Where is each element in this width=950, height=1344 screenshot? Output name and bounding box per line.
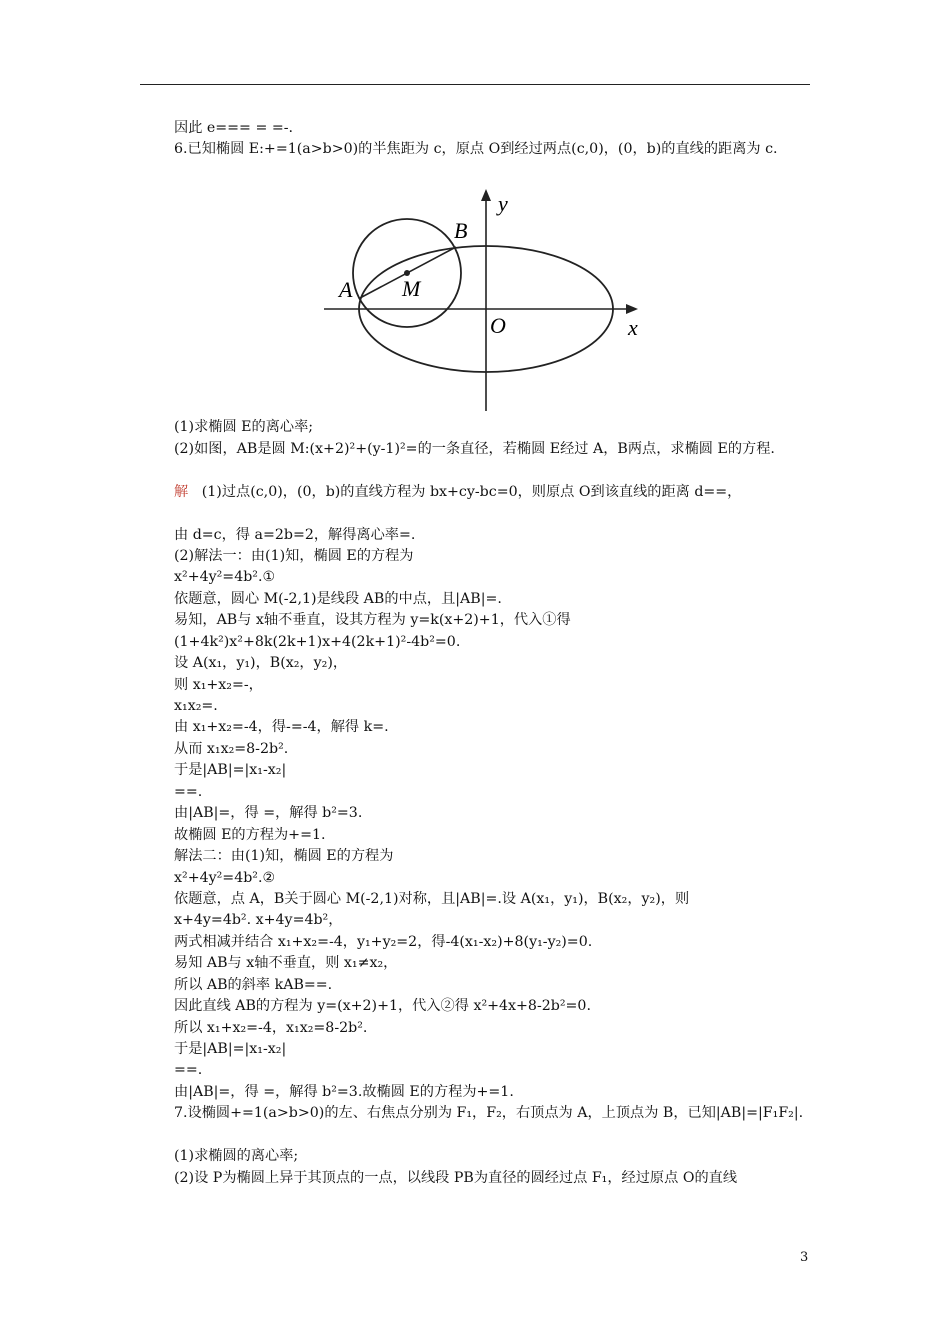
solution-line: 两式相减并结合 x₁+x₂=-4，y₁+y₂=2，得-4(x₁-x₂)+8(y₁-y₂)=0. [174, 933, 593, 950]
solution-line: 易知，AB与 x轴不垂直，设其方程为 y=k(x+2)+1，代入①得 [174, 612, 571, 629]
point-b-label: B [454, 218, 468, 244]
question-1: (1)求椭圆 E的离心率; [174, 419, 314, 436]
solution-line: ==. [174, 783, 203, 800]
solution-line: 因此直线 AB的方程为 y=(x+2)+1，代入②得 x²+4x+8-2b²=0. [174, 998, 591, 1015]
solution-line: 从而 x₁x₂=8-2b². [174, 740, 289, 757]
solution-line: x²+4y²=4b².② [174, 869, 276, 886]
solution-line: 所以 x₁+x₂=-4，x₁x₂=8-2b². [174, 1019, 368, 1036]
solution-line: 由 d=c，得 a=2b=2，解得离心率=. [174, 526, 416, 543]
solution-line: 于是|AB|=|x₁-x₂| [174, 762, 287, 779]
solution-line: 设 A(x₁，y₁)，B(x₂，y₂)， [174, 655, 348, 672]
ellipse-circle-figure [140, 185, 812, 417]
solution-line: x+4y=4b². x+4y=4b²， [174, 912, 343, 929]
question-2: (2)设 P为椭圆上异于其顶点的一点，以线段 PB为直径的圆经过点 F₁，经过原点 O的直线 [174, 1169, 738, 1186]
solution-first-part [140, 482, 812, 525]
figure-svg [320, 185, 640, 417]
solution-line: 依题意，圆心 M(-2,1)是线段 AB的中点，且|AB|=. [174, 590, 502, 607]
solution-line: (1+4k²)x²+8k(2k+1)x+4(2k+1)²-4b²=0. [174, 633, 461, 650]
y-axis-arrow [481, 189, 491, 201]
solution-line: ==. [174, 1062, 203, 1079]
solution-line: 由 x₁+x₂=-4，得-=-4，解得 k=. [174, 719, 389, 736]
solution-line: 则 x₁+x₂=-， [174, 676, 263, 693]
x-axis-label: x [628, 315, 638, 341]
solution-line: 于是|AB|=|x₁-x₂| [174, 1041, 287, 1058]
x-axis-arrow [626, 304, 638, 314]
solution-line: 解法二：由(1)知，椭圆 E的方程为 [174, 848, 394, 865]
solution-line: 易知 AB与 x轴不垂直，则 x₁≠x₂， [174, 955, 398, 972]
solution-text: (1)过点(c,0)，(0，b)的直线方程为 bx+cy-bc=0，则原点 O到该直线的距离 d==， [201, 483, 742, 500]
solution-line: (2)解法一：由(1)知，椭圆 E的方程为 [174, 547, 414, 564]
solution-line: 依题意，点 A，B关于圆心 M(-2,1)对称，且|AB|=.设 A(x₁，y₁)，B(x₂，y₂)，则 [174, 890, 690, 907]
y-axis-label: y [498, 191, 508, 217]
solution-tag: 解 [174, 483, 189, 500]
point-m-label: M [402, 276, 421, 302]
page-number: 3 [800, 1250, 809, 1265]
problem-6-statement: 6.已知椭圆 E:+=1(a>b>0)的半焦距为 c，原点 O到经过两点(c,0)，(0，b)的直线的距离为 c. [174, 141, 778, 158]
solution-line: x²+4y²=4b².① [174, 569, 276, 586]
text-line: 因此 e=== = =-. [174, 120, 294, 136]
solution-line: 由|AB|=，得 =，解得 b²=3.故椭圆 E的方程为+=1. [174, 1083, 514, 1100]
solution-line: 故椭圆 E的方程为+=1. [174, 826, 326, 843]
solution-line: 所以 AB的斜率 kAB==. [174, 976, 333, 993]
header-rule [140, 84, 810, 85]
page-content [140, 118, 812, 1189]
problem-7-statement: 7.设椭圆+=1(a>b>0)的左、右焦点分别为 F₁，F₂，右顶点为 A，上顶点为 B，已知|AB|=|F₁F₂|. [174, 1105, 804, 1122]
origin-label: O [490, 313, 506, 339]
solution-line: x₁x₂=. [174, 698, 218, 715]
question-1: (1)求椭圆的离心率; [174, 1148, 299, 1165]
solution-line: 由|AB|=，得 =，解得 b²=3. [174, 805, 363, 822]
question-2: (2)如图，AB是圆 M:(x+2)²+(y-1)²=的一条直径，若椭圆 E经过 A，B两点，求椭圆 E的方程. [174, 440, 775, 457]
point-a-label: A [339, 277, 353, 303]
